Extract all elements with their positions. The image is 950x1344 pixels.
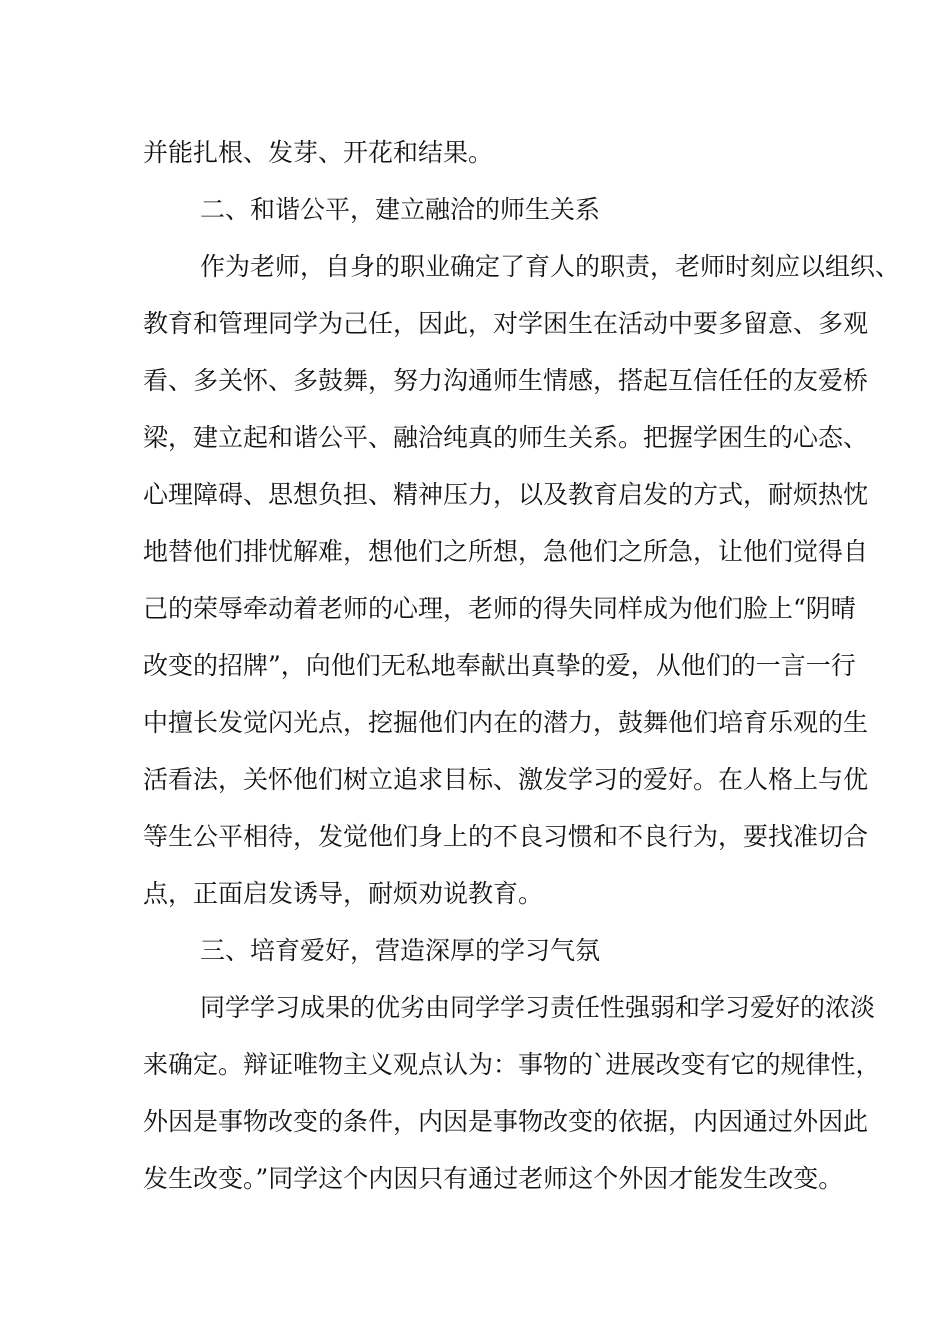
paragraph-line: 中擅长发觉闪光点，挖掘他们内在的潜力，鼓舞他们培育乐观的生: [143, 708, 869, 737]
paragraph-line: 发生改变。”同学这个内因只有通过老师这个外因才能发生改变。: [143, 1164, 844, 1193]
section-heading: 三、培育爱好，营造深厚的学习气氛: [200, 936, 601, 965]
paragraph-line: 等生公平相待，发觉他们身上的不良习惯和不良行为，要找准切合: [143, 822, 869, 851]
paragraph-line: 梁，建立起和谐公平、融洽纯真的师生关系。把握学困生的心态、: [143, 423, 869, 452]
paragraph-line: 同学学习成果的优劣由同学学习责任性强弱和学习爱好的浓淡: [200, 993, 876, 1022]
paragraph-line: 点，正面启发诱导，耐烦劝说教育。: [143, 879, 544, 908]
paragraph-line: 己的荣辱牵动着老师的心理，老师的得失同样成为他们脸上“阴晴: [143, 594, 856, 623]
paragraph-line: 活看法，关怀他们树立追求目标、激发学习的爱好。在人格上与优: [143, 765, 869, 794]
paragraph-line: 地替他们排忧解难，想他们之所想，急他们之所急，让他们觉得自: [143, 537, 869, 566]
document-body: [143, 130, 901, 1213]
paragraph-line: 来确定。辩证唯物主义观点认为：事物的`进展改变有它的规律性，: [143, 1050, 881, 1079]
section-heading: 二、和谐公平，建立融洽的师生关系: [200, 195, 601, 224]
paragraph-line: 看、多关怀、多鼓舞，努力沟通师生情感，搭起互信任任的友爱桥: [143, 366, 869, 395]
paragraph-line: 作为老师，自身的职业确定了育人的职责，老师时刻应以组织、: [200, 252, 901, 281]
paragraph-line: 并能扎根、发芽、开花和结果。: [143, 138, 494, 167]
paragraph-line: 教育和管理同学为己任，因此，对学困生在活动中要多留意、多观: [143, 309, 869, 338]
paragraph-line: 外因是事物改变的条件，内因是事物改变的依据，内因通过外因此: [143, 1107, 869, 1136]
paragraph-line: 心理障碍、思想负担、精神压力，以及教育启发的方式，耐烦热忱: [143, 480, 869, 509]
paragraph-line: 改变的招牌”，向他们无私地奉献出真挚的爱，从他们的一言一行: [143, 651, 856, 680]
